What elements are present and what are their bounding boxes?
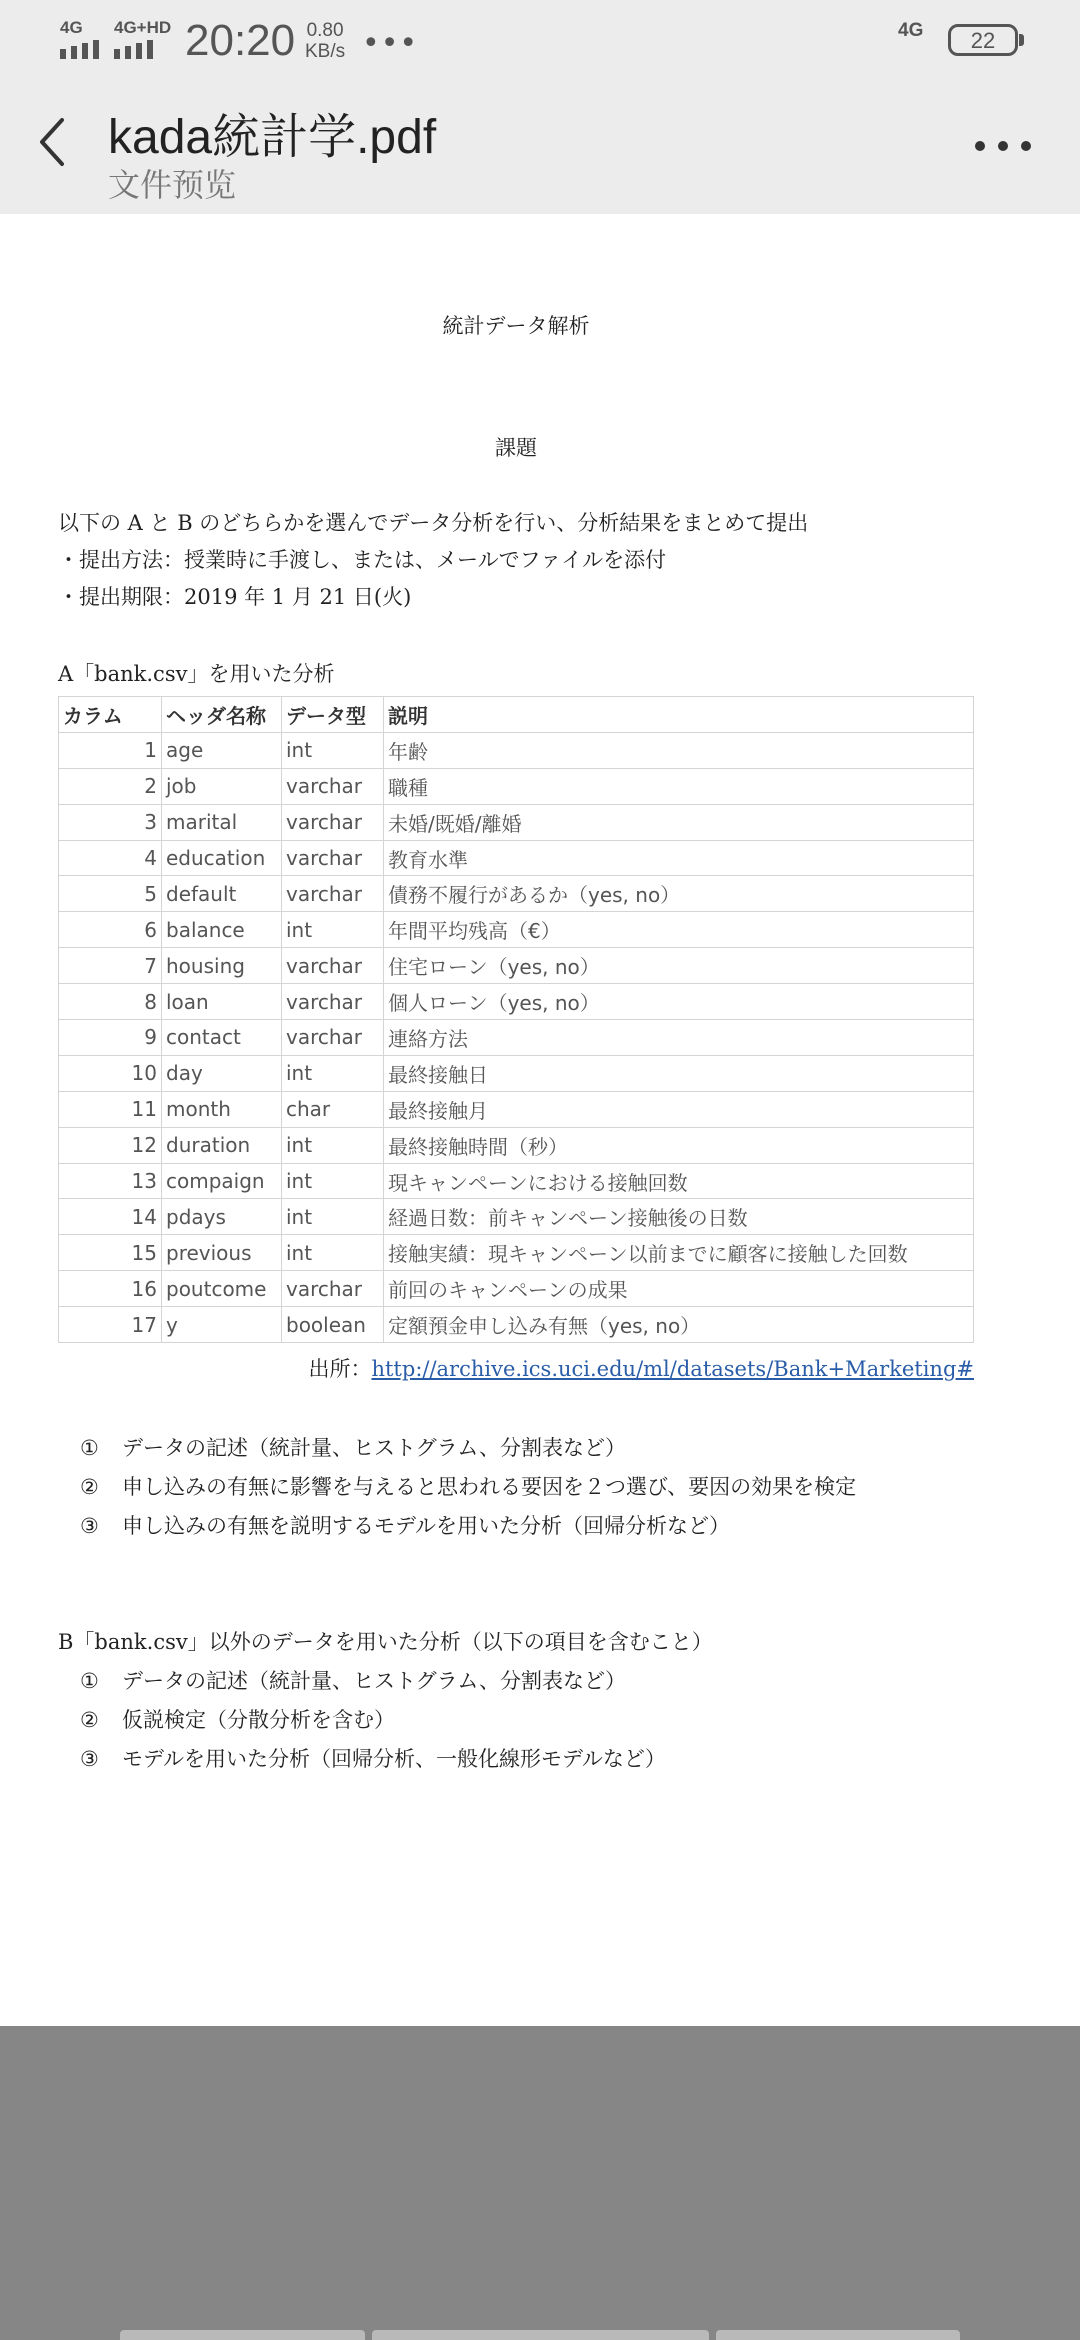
signal-2-bars-icon [114,40,153,59]
battery-icon [948,24,1018,56]
table-header-row [59,697,974,733]
status-bar [0,0,1080,84]
table-row [59,1127,974,1163]
more-dot-icon [975,141,985,151]
file-subtitle: 文件预览 [108,166,237,204]
cell-data-type: varchar [282,1271,384,1307]
table-row [59,840,974,876]
table-row [59,1163,974,1199]
cell-header-name: compaign [162,1163,282,1199]
cell-column-number: 10 [59,1055,162,1091]
bottom-tab[interactable] [120,2330,365,2340]
source-label: 出所： [308,1357,372,1381]
cell-column-number: 1 [59,732,162,768]
cell-column-number: 17 [59,1307,162,1343]
item-marker: ③ [80,1747,99,1771]
cell-data-type: varchar [282,804,384,840]
cell-description: 最終接触時間（秒） [384,1127,974,1163]
clock: 20:20 [185,16,296,65]
source-line [308,1353,974,1383]
cell-description: 年間平均残高（€） [384,912,974,948]
cell-header-name: previous [162,1235,282,1271]
cell-data-type: varchar [282,840,384,876]
cell-header-name: default [162,876,282,912]
cell-header-name: marital [162,804,282,840]
cell-data-type: int [282,1163,384,1199]
table-row [59,948,974,984]
cell-header-name: month [162,1091,282,1127]
column-header: データ型 [282,697,384,733]
network-speed [305,20,345,62]
list-item [80,1665,626,1695]
cell-description: 年齢 [384,732,974,768]
network-speed-unit: KB/s [305,41,346,62]
item-text: モデルを用いた分析（回帰分析、一般化線形モデルなど） [122,1747,666,1771]
signal-1 [60,18,110,58]
table-row [59,1235,974,1271]
item-text: 仮説検定（分散分析を含む） [122,1708,395,1732]
cell-column-number: 13 [59,1163,162,1199]
item-marker: ① [80,1436,99,1460]
cell-data-type: int [282,1127,384,1163]
column-header: 説明 [384,697,974,733]
app-header [0,84,1080,214]
list-item [80,1510,730,1540]
table-row [59,1091,974,1127]
cell-description: 教育水準 [384,840,974,876]
list-item [80,1743,666,1773]
cell-column-number: 6 [59,912,162,948]
bottom-overlay [0,2026,1080,2340]
list-item [80,1471,856,1501]
item-text: データの記述（統計量、ヒストグラム、分割表など） [122,1669,626,1693]
cell-header-name: duration [162,1127,282,1163]
cell-description: 接触実績：現キャンペーン以前までに顧客に接触した回数 [384,1235,974,1271]
cell-header-name: housing [162,948,282,984]
column-header: カラム [59,697,162,733]
cell-description: 経過日数：前キャンペーン接触後の日数 [384,1199,974,1235]
file-title: kada統計学.pdf [108,111,437,164]
cell-column-number: 4 [59,840,162,876]
cell-header-name: contact [162,1020,282,1056]
cell-description: 最終接触月 [384,1091,974,1127]
signal-2 [114,18,184,58]
table-row [59,984,974,1020]
cell-column-number: 15 [59,1235,162,1271]
table-row [59,804,974,840]
item-text: データの記述（統計量、ヒストグラム、分割表など） [122,1436,626,1460]
intro-line: 以下の A と B のどちらかを選んでデータ分析を行い、分析結果をまとめて提出 [58,511,809,535]
cell-description: 債務不履行があるか（yes, no） [384,876,974,912]
table-row [59,876,974,912]
item-marker: ② [80,1708,99,1732]
cell-column-number: 11 [59,1091,162,1127]
cell-data-type: int [282,1235,384,1271]
cell-description: 最終接触日 [384,1055,974,1091]
section-a-heading: A「bank.csv」を用いた分析 [58,662,335,686]
cell-data-type: varchar [282,876,384,912]
table-row [59,1055,974,1091]
table-row [59,1020,974,1056]
intro-line: ・提出方法：授業時に手渡し、または、メールでファイルを添付 [58,548,667,572]
cell-description: 住宅ローン（yes, no） [384,948,974,984]
cell-description: 連絡方法 [384,1020,974,1056]
cell-column-number: 12 [59,1127,162,1163]
item-marker: ② [80,1475,99,1499]
cell-data-type: varchar [282,768,384,804]
back-button[interactable] [30,112,80,172]
bottom-tab[interactable] [372,2330,709,2340]
cell-column-number: 16 [59,1271,162,1307]
signal-2-label: 4G+HD [114,18,172,37]
cell-column-number: 9 [59,1020,162,1056]
battery-level: 22 [970,28,996,53]
item-marker: ③ [80,1514,99,1538]
cell-data-type: int [282,732,384,768]
cell-column-number: 8 [59,984,162,1020]
cell-column-number: 7 [59,948,162,984]
network-speed-value: 0.80 [306,20,344,41]
table-row [59,1199,974,1235]
network-type: 4G [898,20,924,41]
pdf-page[interactable] [0,214,1080,2026]
bottom-tab[interactable] [716,2330,960,2340]
document-title: 統計データ解析 [442,314,590,338]
cell-description: 定額預金申し込み有無（yes, no） [384,1307,974,1343]
cell-column-number: 14 [59,1199,162,1235]
more-notifications-icon: ••• [362,26,419,61]
intro-line: ・提出期限：2019 年 1 月 21 日(火) [58,585,412,609]
cell-data-type: varchar [282,948,384,984]
cell-data-type: boolean [282,1307,384,1343]
cell-data-type: int [282,1055,384,1091]
cell-column-number: 3 [59,804,162,840]
cell-header-name: poutcome [162,1271,282,1307]
back-arrow-icon [30,112,80,172]
more-dot-icon [1021,141,1031,151]
variables-table [58,696,974,1343]
cell-header-name: education [162,840,282,876]
table-row [59,732,974,768]
list-item [80,1704,395,1734]
cell-description: 未婚/既婚/離婚 [384,804,974,840]
source-link[interactable]: http://archive.ics.uci.edu/ml/datasets/Bank+Marketing# [371,1357,974,1381]
cell-header-name: loan [162,984,282,1020]
cell-data-type: varchar [282,984,384,1020]
table-row [59,912,974,948]
cell-data-type: char [282,1091,384,1127]
item-text: 申し込みの有無に影響を与えると思われる要因を２つ選び、要因の効果を検定 [122,1475,857,1499]
cell-data-type: varchar [282,1020,384,1056]
more-options-button[interactable] [975,136,1031,156]
cell-data-type: int [282,1199,384,1235]
signal-1-label: 4G [60,18,83,37]
section-title: 課題 [495,436,537,460]
cell-header-name: job [162,768,282,804]
signal-1-bars-icon [60,40,99,59]
item-text: 申し込みの有無を説明するモデルを用いた分析（回帰分析など） [122,1514,730,1538]
cell-description: 前回のキャンペーンの成果 [384,1271,974,1307]
more-dot-icon [998,141,1008,151]
cell-description: 職種 [384,768,974,804]
cell-header-name: pdays [162,1199,282,1235]
table-row [59,1271,974,1307]
list-item [80,1432,626,1462]
cell-description: 現キャンペーンにおける接触回数 [384,1163,974,1199]
cell-column-number: 5 [59,876,162,912]
cell-column-number: 2 [59,768,162,804]
section-b-heading: B「bank.csv」以外のデータを用いた分析（以下の項目を含むこと） [58,1630,713,1654]
cell-header-name: y [162,1307,282,1343]
table-row [59,1307,974,1343]
cell-header-name: balance [162,912,282,948]
item-marker: ① [80,1669,99,1693]
cell-header-name: day [162,1055,282,1091]
table-row [59,768,974,804]
cell-header-name: age [162,732,282,768]
column-header: ヘッダ名称 [162,697,282,733]
cell-data-type: int [282,912,384,948]
cell-description: 個人ローン（yes, no） [384,984,974,1020]
